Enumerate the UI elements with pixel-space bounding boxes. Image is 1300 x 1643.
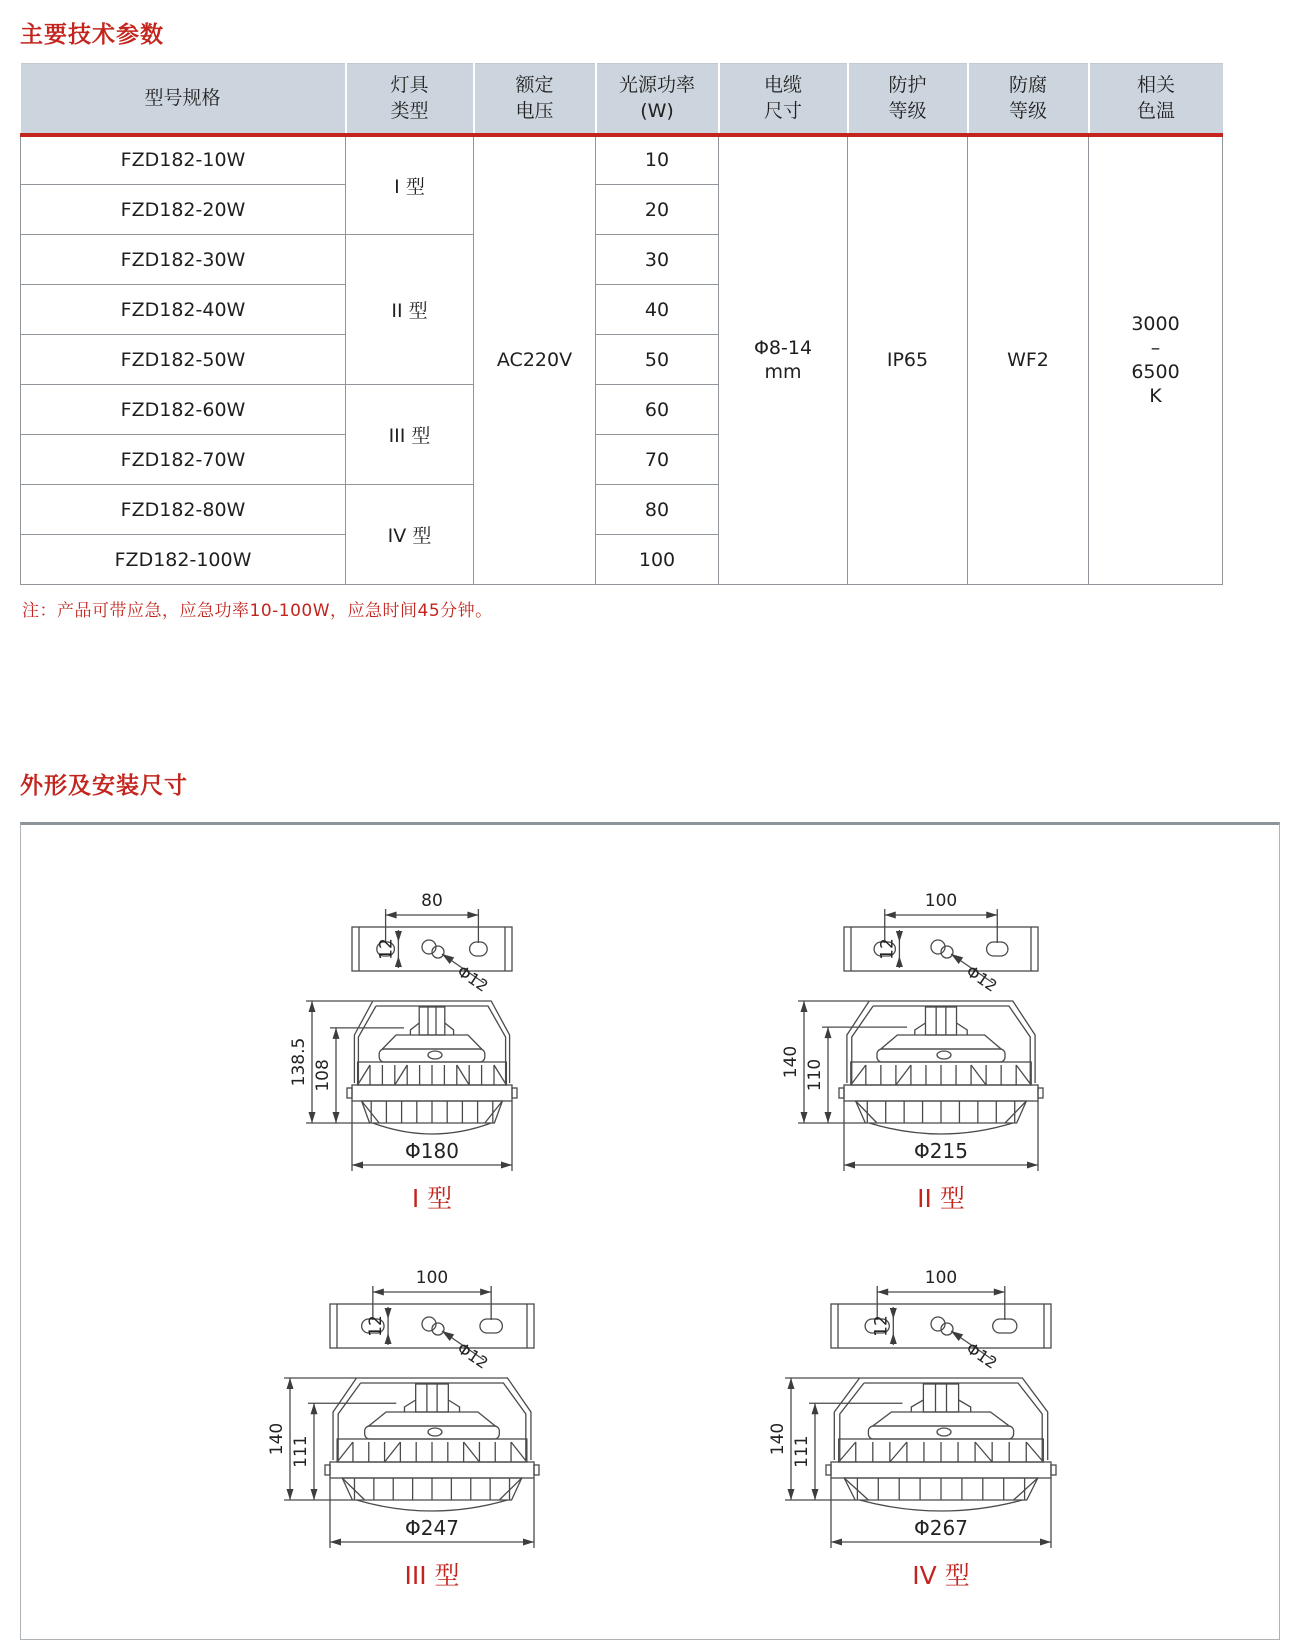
dim-slot-width: 12 (870, 1315, 891, 1337)
dim-overall-height: 138.5 (288, 1037, 309, 1087)
diagram-cell-4 (719, 1250, 1091, 1599)
model-cell: FZD182-100W (21, 535, 346, 585)
power-cell: 70 (596, 435, 719, 485)
dim-diameter: Φ215 (913, 1139, 968, 1163)
technical-drawing-type-4 (719, 1250, 1091, 1595)
col-header-power: 光源功率 (W) (596, 64, 719, 135)
col-header-cable-size: 电缆 尺寸 (719, 64, 848, 135)
dim-diameter: Φ247 (404, 1516, 459, 1540)
dim-diameter: Φ180 (404, 1139, 459, 1163)
dim-diameter: Φ267 (913, 1516, 968, 1540)
dim-hole-diameter: Φ12 (962, 1338, 1001, 1373)
technical-drawing-type-3 (218, 1250, 574, 1595)
model-cell: FZD182-80W (21, 485, 346, 535)
col-header-model: 型号规格 (21, 64, 346, 135)
dim-hole-spacing: 100 (924, 891, 957, 911)
technical-drawing-type-1 (240, 873, 552, 1218)
dim-hole-spacing: 100 (415, 1268, 448, 1288)
spec-table-header (21, 64, 1223, 135)
power-cell: 80 (596, 485, 719, 535)
col-header-color-temp: 相关 色温 (1089, 64, 1223, 135)
model-cell: FZD182-60W (21, 385, 346, 435)
lamp-type-cell: IV 型 (346, 485, 474, 585)
model-cell: FZD182-70W (21, 435, 346, 485)
model-cell: FZD182-40W (21, 285, 346, 335)
dim-hole-diameter: Φ12 (453, 1338, 492, 1373)
model-cell: FZD182-20W (21, 185, 346, 235)
page-title-dimensions: 外形及安装尺寸 (20, 773, 188, 799)
dim-body-height: 108 (312, 1059, 333, 1092)
header-row (21, 64, 1223, 135)
diagram-grid (20, 822, 1280, 1640)
spec-table-body (21, 135, 1223, 585)
lamp-type-cell: II 型 (346, 235, 474, 385)
dim-hole-spacing: 80 (420, 891, 443, 911)
model-cell: FZD182-10W (21, 135, 346, 185)
spec-table (20, 63, 1223, 585)
diagram-label: III 型 (403, 1561, 460, 1590)
cable-size-cell: Φ8-14 mm (719, 135, 848, 585)
lamp-type-cell: I 型 (346, 135, 474, 235)
emergency-note: 注：产品可带应急，应急功率10-100W，应急时间45分钟。 (22, 601, 493, 621)
protection-cell: IP65 (848, 135, 968, 585)
power-cell: 50 (596, 335, 719, 385)
dim-overall-height: 140 (767, 1422, 788, 1456)
diagram-cell-1 (240, 873, 552, 1222)
color-temp-cell: 3000 – 6500 K (1089, 135, 1223, 585)
dim-body-height: 111 (290, 1435, 311, 1468)
table-row (21, 135, 1223, 185)
page-title-main-parameters: 主要技术参数 (20, 22, 164, 48)
col-header-anticorrosion-rating: 防腐 等级 (968, 64, 1089, 135)
dim-overall-height: 140 (266, 1422, 287, 1456)
power-cell: 20 (596, 185, 719, 235)
technical-drawing-type-2 (732, 873, 1078, 1218)
dim-hole-spacing: 100 (924, 1268, 957, 1288)
diagram-label: IV 型 (911, 1561, 970, 1590)
diagram-label: II 型 (916, 1184, 965, 1213)
model-cell: FZD182-30W (21, 235, 346, 285)
dim-hole-diameter: Φ12 (962, 961, 1001, 996)
diagram-label: I 型 (411, 1184, 452, 1213)
dim-slot-width: 12 (375, 938, 396, 960)
power-cell: 10 (596, 135, 719, 185)
col-header-rated-voltage: 额定 电压 (474, 64, 596, 135)
power-cell: 100 (596, 535, 719, 585)
dim-slot-width: 12 (876, 938, 897, 960)
dim-hole-diameter: Φ12 (453, 961, 492, 996)
voltage-cell: AC220V (474, 135, 596, 585)
power-cell: 30 (596, 235, 719, 285)
dim-body-height: 110 (804, 1058, 825, 1092)
dim-body-height: 111 (791, 1435, 812, 1468)
power-cell: 40 (596, 285, 719, 335)
model-cell: FZD182-50W (21, 335, 346, 385)
col-header-protection-rating: 防护 等级 (848, 64, 968, 135)
diagram-cell-2 (732, 873, 1078, 1222)
dim-slot-width: 12 (365, 1315, 386, 1337)
diagram-cell-3 (218, 1250, 574, 1599)
col-header-lamp-type: 灯具 类型 (346, 64, 474, 135)
dim-overall-height: 140 (780, 1045, 801, 1079)
anticorrosion-cell: WF2 (968, 135, 1089, 585)
lamp-type-cell: III 型 (346, 385, 474, 485)
power-cell: 60 (596, 385, 719, 435)
